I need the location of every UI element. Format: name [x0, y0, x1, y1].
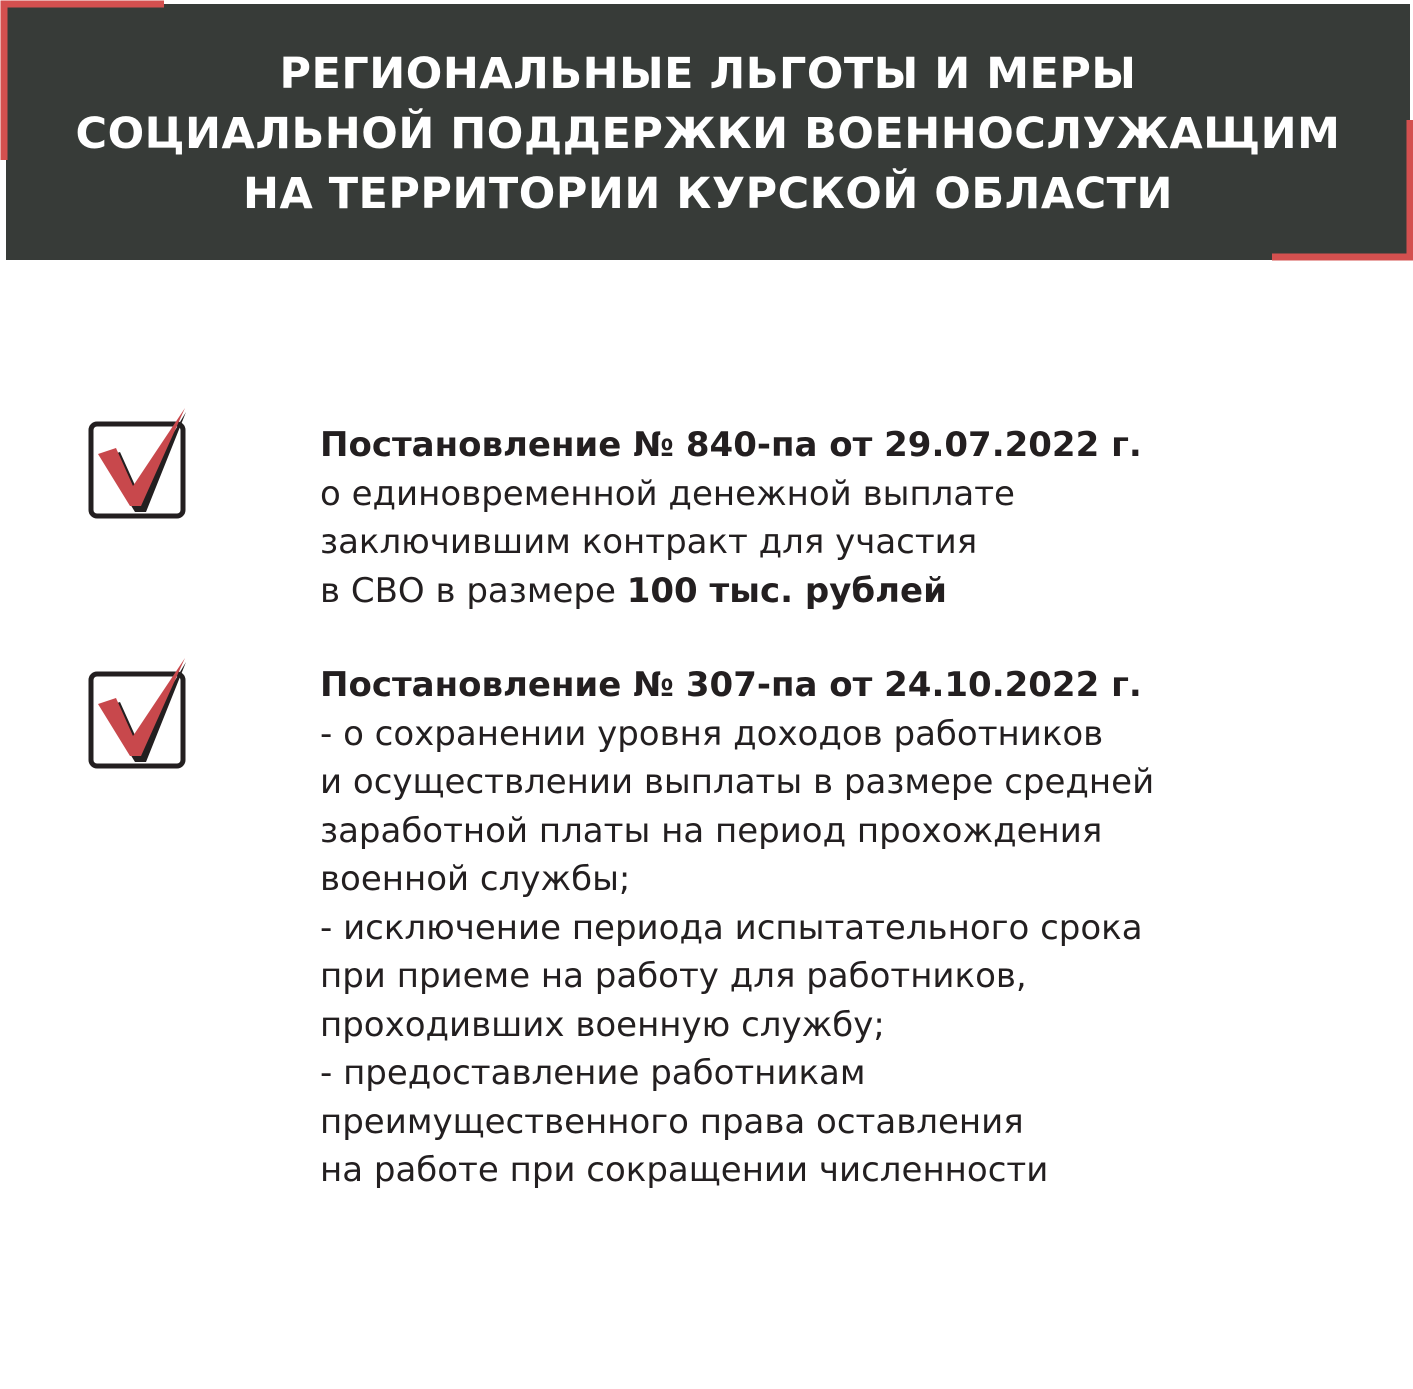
item-text-line: при приеме на работу для работников,: [320, 956, 1027, 996]
item-heading: Постановление № 840-па от 29.07.2022 г.: [320, 425, 1142, 465]
item-text-line: преимущественного права оставления: [320, 1101, 1024, 1142]
list-item-resolution-840: [320, 421, 1380, 615]
item-text-line: на работе при сокращении численности: [320, 1150, 1049, 1190]
checkbox-check-icon: [86, 404, 194, 520]
item-text-line: - предоставление работникам: [320, 1053, 866, 1093]
item-text-prefix: в СВО в размере: [320, 570, 627, 611]
item-text-line: - исключение периода испытательного срока: [320, 907, 1143, 948]
title-line-1: РЕГИОНАЛЬНЫЕ ЛЬГОТЫ И МЕРЫ: [279, 49, 1137, 99]
payment-amount: 100 тыс. рублей: [626, 570, 947, 611]
item-text-line: заработной платы на период прохождения: [320, 810, 1103, 851]
title-line-2: СОЦИАЛЬНОЙ ПОДДЕРЖКИ ВОЕННОСЛУЖАЩИМ: [75, 109, 1341, 159]
item-text-line: - о сохранении уровня доходов работников: [320, 713, 1104, 754]
list-item-resolution-307: [320, 661, 1380, 1195]
item-text-line: о единовременной денежной выплате: [320, 473, 1015, 514]
item-text-line: заключившим контракт для участия: [320, 522, 978, 562]
title-line-3: НА ТЕРРИТОРИИ КУРСКОЙ ОБЛАСТИ: [242, 169, 1174, 219]
checkbox-check-icon: [86, 654, 194, 770]
item-text-line: и осуществлении выплаты в размере средней: [320, 762, 1155, 802]
item-text-line-last: [320, 567, 1380, 616]
item-text-line: проходивших военную службу;: [320, 1004, 885, 1045]
item-text-line: военной службы;: [320, 859, 631, 899]
page-title: [6, 44, 1410, 224]
item-heading: Постановление № 307-па от 24.10.2022 г.: [320, 665, 1142, 705]
